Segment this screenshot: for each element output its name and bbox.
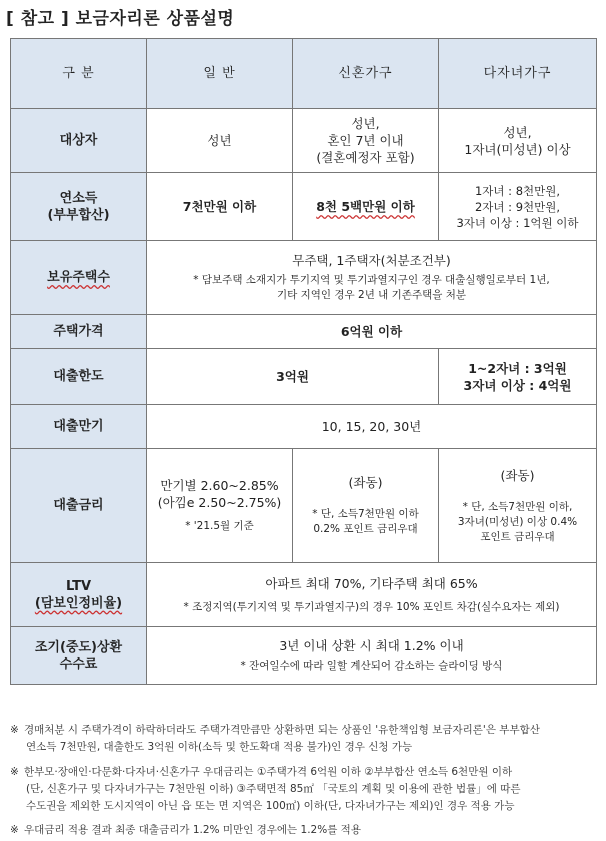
product-table xyxy=(10,38,597,685)
row-label-prepay: 조기(중도)상환 수수료 xyxy=(11,627,147,685)
prepay-content: 3년 이내 상환 시 최대 1.2% 이내 * 잔여일수에 따라 일할 계산되어 감소하는 슬라이딩 방식 xyxy=(147,627,597,685)
limit-general: 3억원 xyxy=(147,349,439,405)
table-row xyxy=(11,315,597,349)
header-general: 일 반 xyxy=(147,39,293,109)
term-value: 10, 15, 20, 30년 xyxy=(147,405,597,449)
footnote-3: ※ 우대금리 적용 결과 최종 대출금리가 1.2% 미만인 경우에는 1.2%를 적용 xyxy=(10,822,600,839)
row-label-price: 주택가격 xyxy=(11,315,147,349)
note-mark: ※ xyxy=(10,766,19,778)
rate-multichild: (좌동) * 단, 소득7천만원 이하, 3자녀(미성년) 이상 0.4% 포인트 금리우대 xyxy=(439,449,597,563)
row-label-term: 대출만기 xyxy=(11,405,147,449)
header-newlywed: 신혼가구 xyxy=(293,39,439,109)
table-row xyxy=(11,449,597,563)
row-label-target: 대상자 xyxy=(11,109,147,173)
rate-newlywed: (좌동) * 단, 소득7천만원 이하 0.2% 포인트 금리우대 xyxy=(293,449,439,563)
header-multichild: 다자녀가구 xyxy=(439,39,597,109)
table-row xyxy=(11,241,597,315)
housing-content: 무주택, 1주택자(처분조건부) * 담보주택 소재지가 투기지역 및 투기과열지구인 경우 대출실행일로부터 1년, 기타 지역인 경우 2년 내 기존주택을 처분 xyxy=(147,241,597,315)
row-label-income: 연소득 (부부합산) xyxy=(11,173,147,241)
note-mark: ※ xyxy=(10,724,19,736)
income-multichild: 1자녀 : 8천만원, 2자녀 : 9천만원, 3자녀 이상 : 1억원 이하 xyxy=(439,173,597,241)
table-row xyxy=(11,405,597,449)
table-header-row xyxy=(11,39,597,109)
table-row xyxy=(11,109,597,173)
table-row xyxy=(11,563,597,627)
footnote-1: ※ 경매처분 시 주택가격이 하락하더라도 주택가격만큼만 상환하면 되는 상품인 '유한책임형 보금자리론'은 부부합산 연소득 7천만원, 대출한도 3억원 이하(소득 및 한도확대 적용 불가)인 경우 신청 가능 xyxy=(10,724,540,753)
row-label-housing: 보유주택수 xyxy=(11,241,147,315)
table-row xyxy=(11,173,597,241)
price-value: 6억원 이하 xyxy=(147,315,597,349)
row-label-limit: 대출한도 xyxy=(11,349,147,405)
income-general: 7천만원 이하 xyxy=(147,173,293,241)
table-row xyxy=(11,349,597,405)
header-category: 구 분 xyxy=(11,39,147,109)
ltv-content: 아파트 최대 70%, 기타주택 최대 65% * 조정지역(투기지역 및 투기과열지구)의 경우 10% 포인트 차감(실수요자는 제외) xyxy=(147,563,597,627)
target-general: 성년 xyxy=(147,109,293,173)
target-newlywed: 성년, 혼인 7년 이내 (결혼예정자 포함) xyxy=(293,109,439,173)
rate-general: 만기별 2.60~2.85% (아낌e 2.50~2.75%) * '21.5월 기준 xyxy=(147,449,293,563)
target-multichild: 성년, 1자녀(미성년) 이상 xyxy=(439,109,597,173)
footnote-2: ※ 한부모·장애인·다문화·다자녀·신혼가구 우대금리는 ①주택가격 6억원 이하 ②부부합산 연소득 6천만원 이하 (단, 신혼가구 및 다자녀가구는 7천만원 이하) ③주택면적 85㎡ 「국토의 계획 및 이용에 관한 법률」에 따른 수도권을 제외한 도시지역이 아닌 읍 또는 면 지역은 100㎡) 이하(단, 다자녀가구는 제외)인 경우 적용 가능 xyxy=(10,766,521,812)
row-label-rate: 대출금리 xyxy=(11,449,147,563)
limit-multichild: 1~2자녀 : 3억원 3자녀 이상 : 4억원 xyxy=(439,349,597,405)
page-title: [ 참고 ] 보금자리론 상품설명 xyxy=(6,9,235,29)
table-row xyxy=(11,627,597,685)
income-newlywed: 8천 5백만원 이하 xyxy=(293,173,439,241)
row-label-ltv: LTV (담보인정비율) xyxy=(11,563,147,627)
note-mark: ※ xyxy=(10,824,19,836)
